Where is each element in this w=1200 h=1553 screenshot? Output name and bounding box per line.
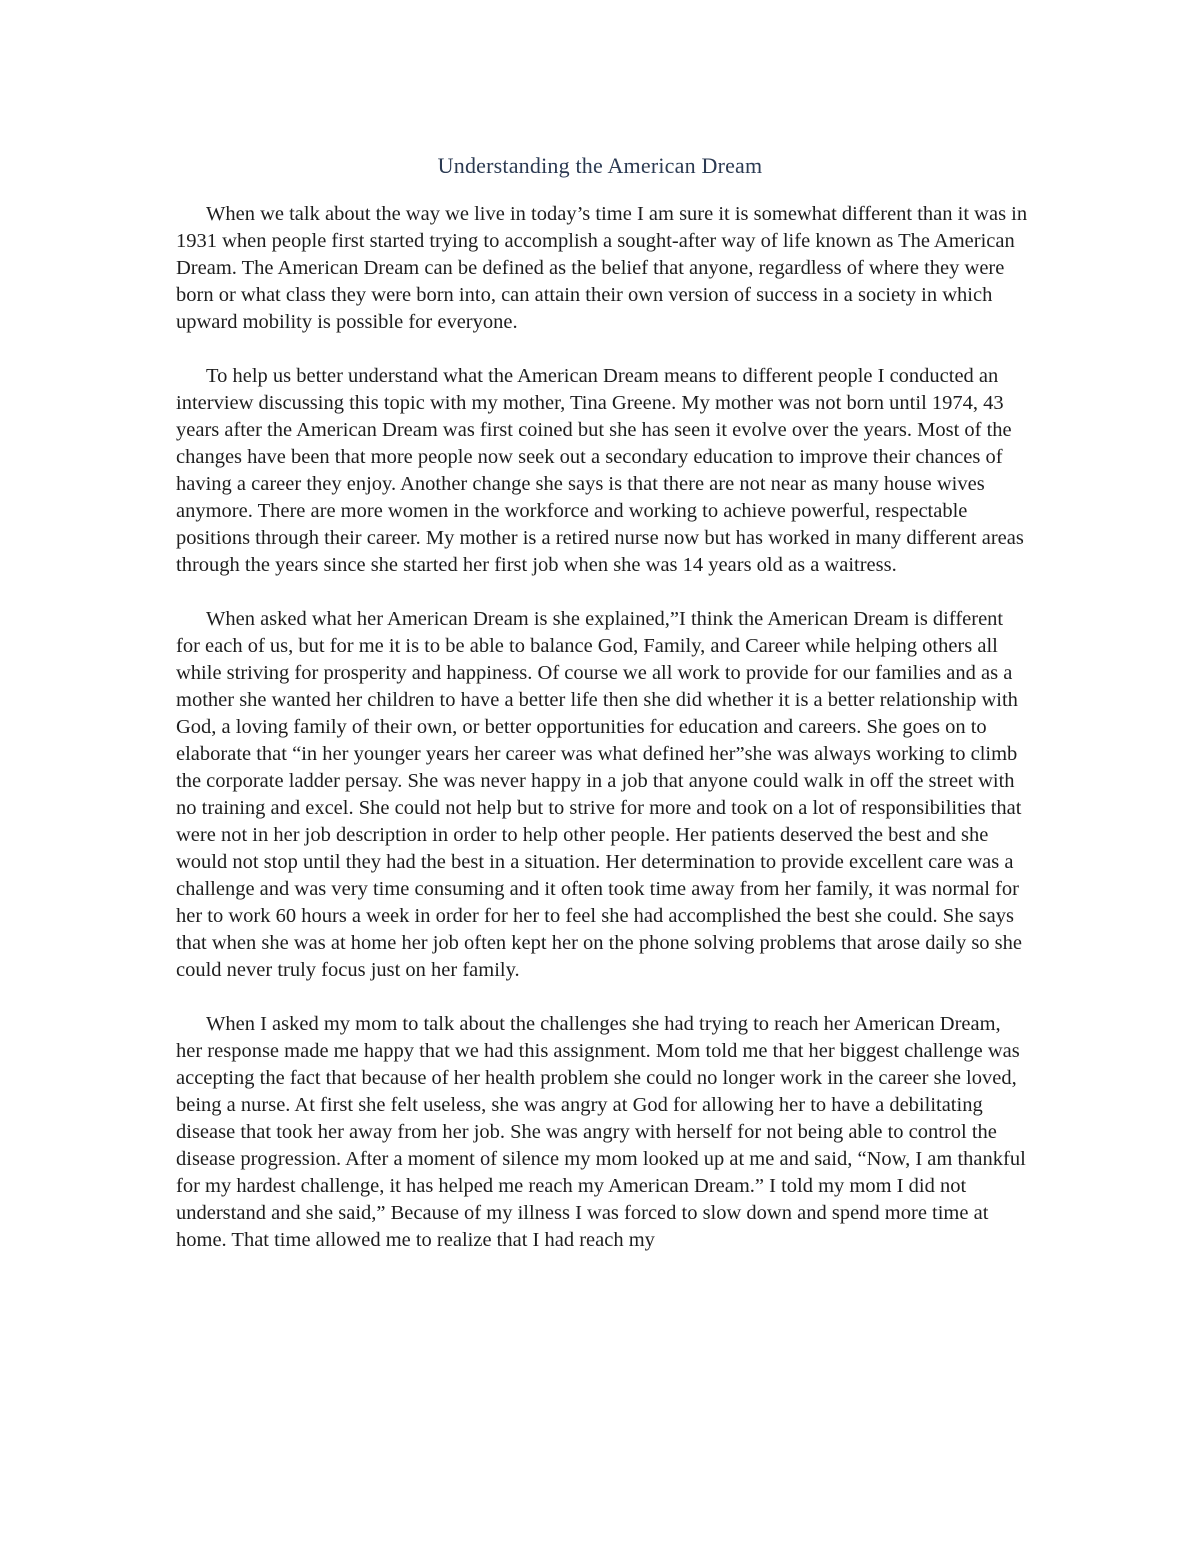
document-title: Understanding the American Dream (437, 153, 763, 178)
paragraph-2: To help us better understand what the American Dream means to different people I conducted an interview discussing this topic with my mother, Tina Greene. My mother was not born until 1974, 43 years after the American Dream was first coined but she has seen it evolve over the years. Most of the changes have been that more people now seek out a secondary education to improve their chances of having a career they enjoy. Another change she says is that there are not near as many house wives anymore. There are more women in the workforce and working to achieve powerful, respectable positions through their career. My mother is a retired nurse now but has worked in many different areas through the years since she started her first job when she was 14 years old as a waitress. (176, 365, 1024, 576)
paragraph-4: When I asked my mom to talk about the challenges she had trying to reach her American Dream, her response made me happy that we had this assignment. Mom told me that her biggest challenge was accepting the fact that because of her health problem she could no longer work in the career she loved, being a nurse. At first she felt useless, she was angry at God for allowing her to have a debilitating disease that took her away from her job. She was angry with herself for not being able to control the disease progression. After a moment of silence my mom looked up at me and said, “Now, I am thankful for my hardest challenge, it has helped me reach my American Dream.” I told my mom I did not understand and she said,” Because of my illness I was forced to slow down and spend more time at home. That time allowed me to realize that I had reach my (176, 1013, 1026, 1251)
paragraph-3: When asked what her American Dream is she explained,”I think the American Dream is different for each of us, but for me it is to be able to balance God, Family, and Career while helping others all while striving for prosperity and happiness. Of course we all work to provide for our families and as a mother she wanted her children to have a better life then she did whether it is a better relationship with God, a loving family of their own, or better opportunities for education and careers. She goes on to elaborate that “in her younger years her career was what defined her”she was always working to climb the corporate ladder persay. She was never happy in a job that anyone could walk in off the street with no training and excel. She could not help but to strive for more and took on a lot of responsibilities that were not in her job description in order to help other people. Her patients deserved the best and she would not stop until they had the best in a situation. Her determination to provide excellent care was a challenge and was very time consuming and it often took time away from her family, it was normal for her to work 60 hours a week in order for her to feel she had accomplished the best she could. She says that when she was at home her job often kept her on the phone solving problems that arose daily so she could never truly focus just on her family. (176, 608, 1022, 981)
document-body (176, 201, 1028, 1281)
paragraph-1: When we talk about the way we live in today’s time I am sure it is somewhat different than it was in 1931 when people first started trying to accomplish a sought-after way of life known as The American Dream. The American Dream can be defined as the belief that anyone, regardless of where they were born or what class they were born into, can attain their own version of success in a society in which upward mobility is possible for everyone. (176, 203, 1028, 333)
